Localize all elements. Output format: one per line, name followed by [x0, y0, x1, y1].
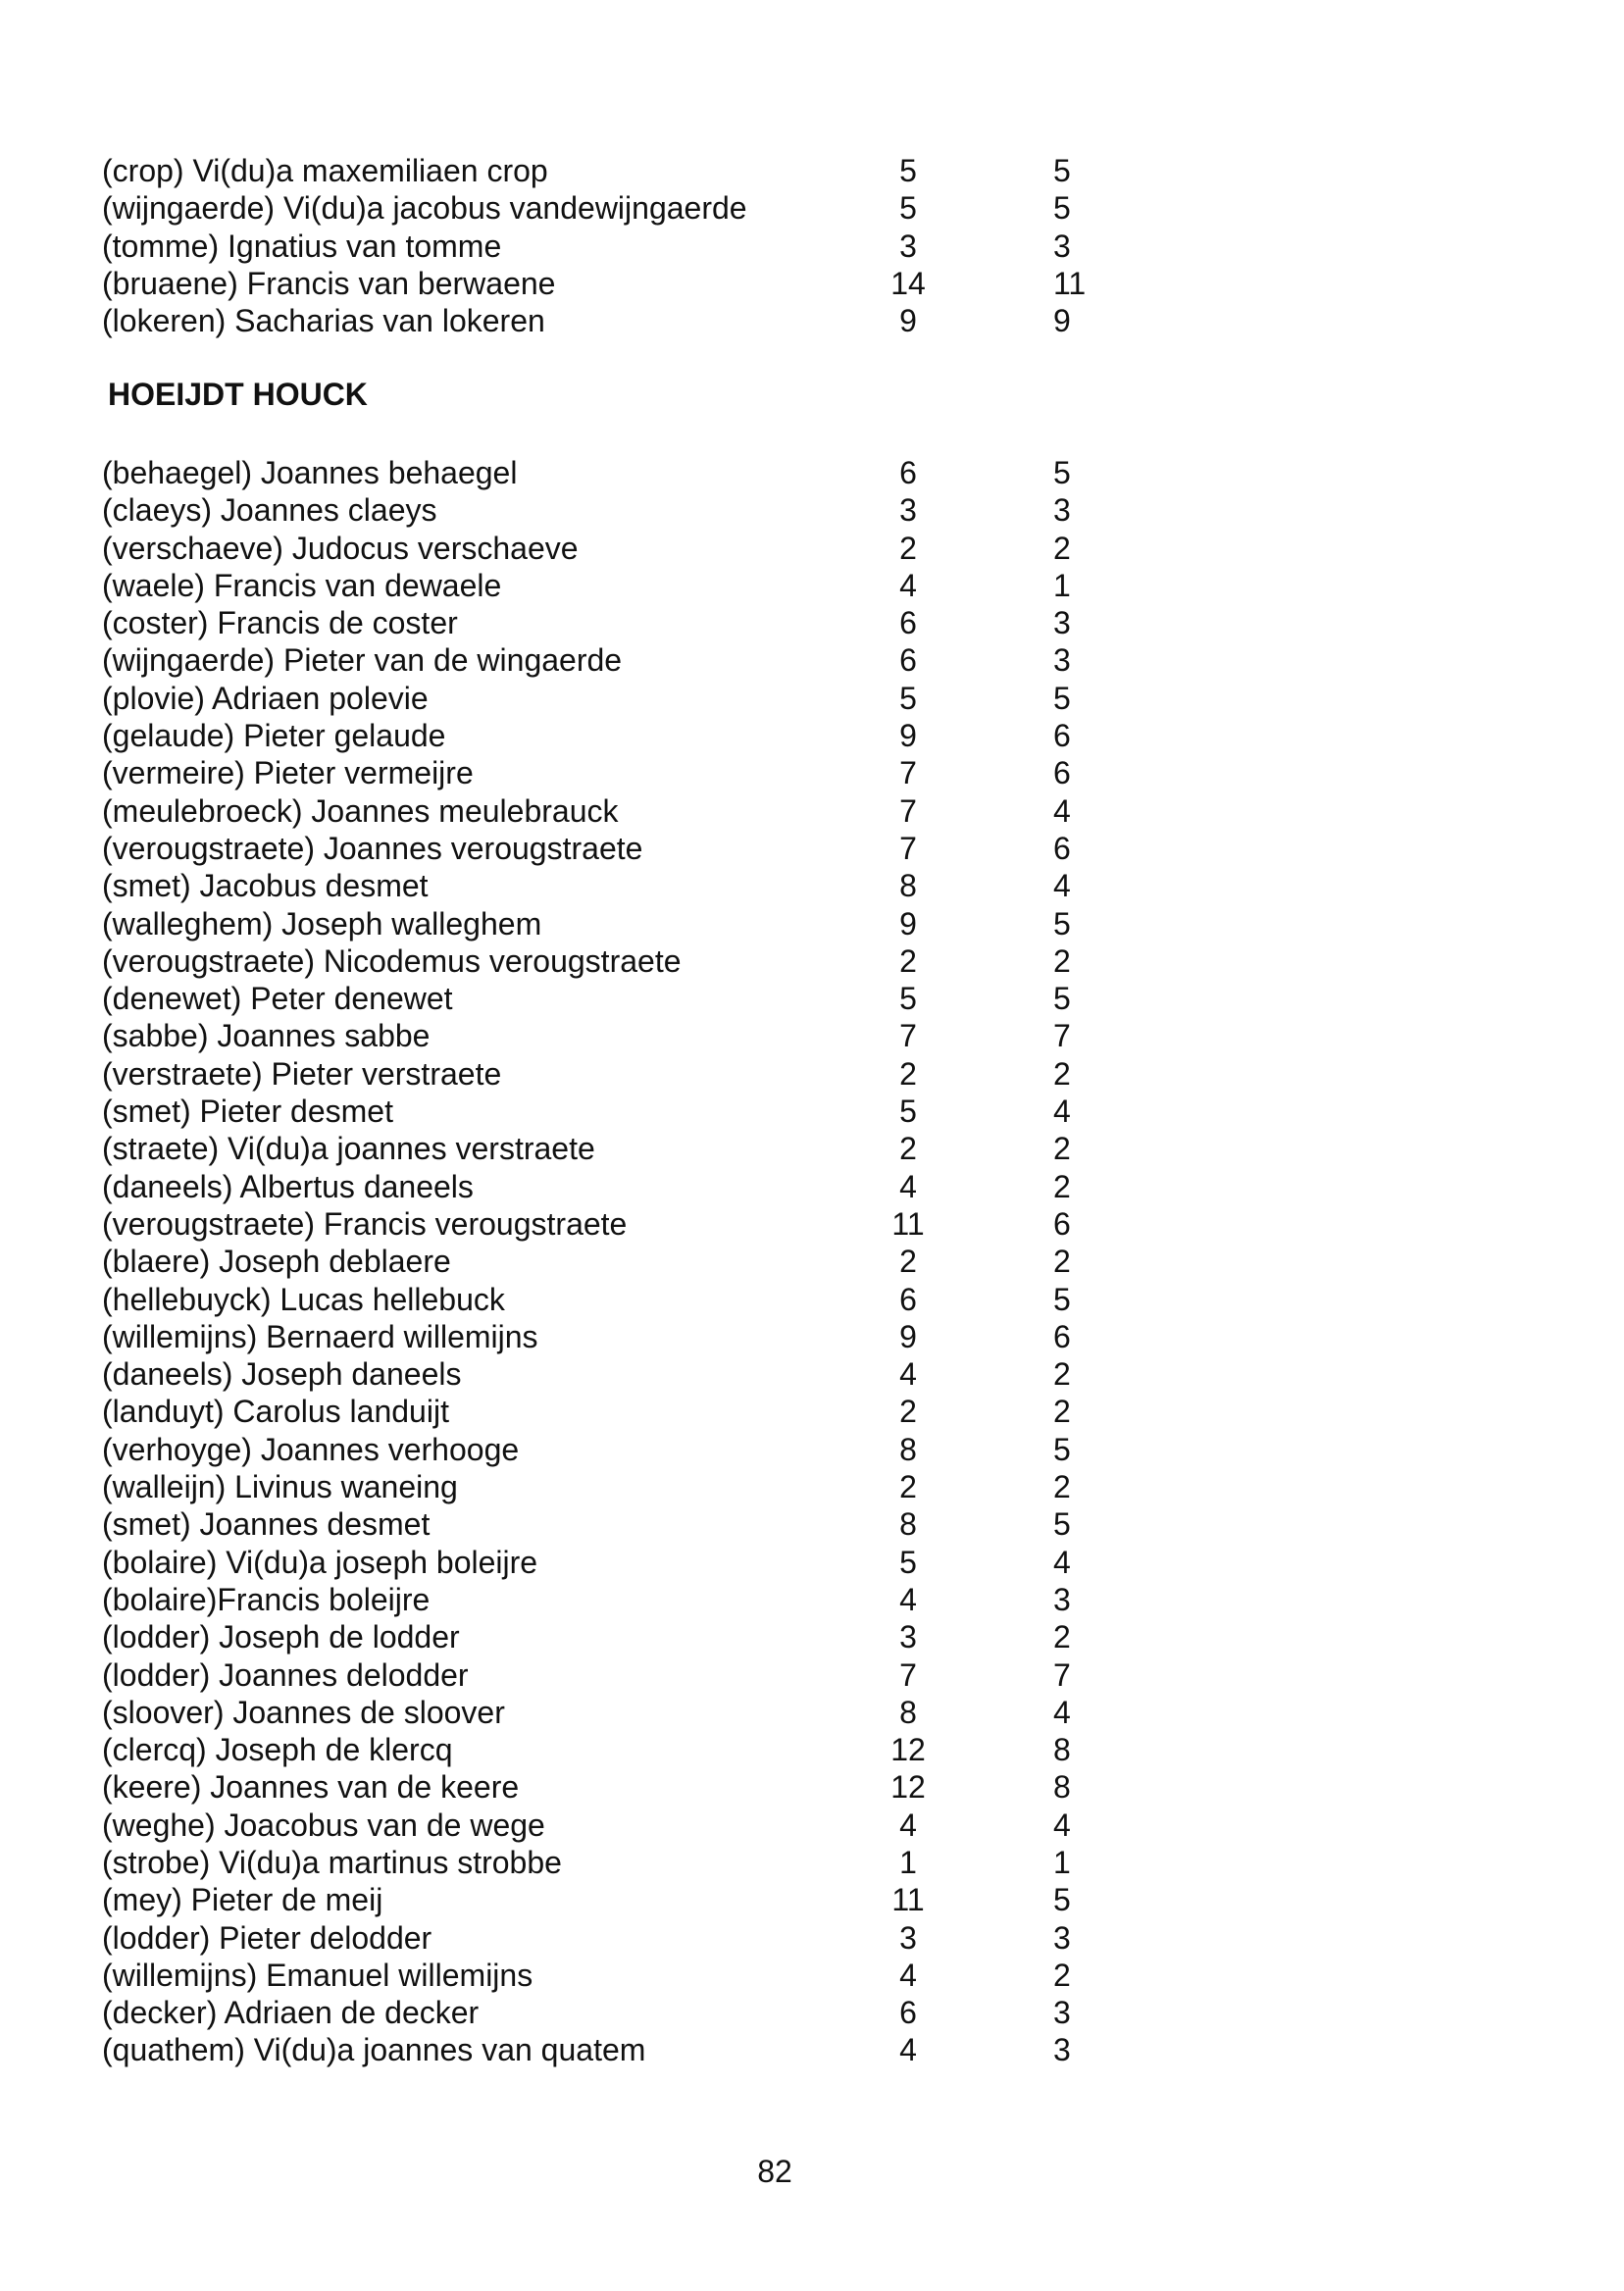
entry-count-1: 2	[899, 1131, 917, 1167]
entry-count-1: 5	[899, 190, 917, 227]
entry-count-2: 3	[1053, 1995, 1071, 2031]
entry-count-2: 6	[1053, 755, 1071, 791]
entry-count-2: 2	[1053, 530, 1071, 566]
entry-row	[102, 1093, 1083, 1130]
entry-count-2: 5	[1053, 455, 1071, 490]
entry-count-2: 3	[1053, 228, 1071, 264]
entry-row	[102, 1355, 1083, 1393]
entry-name: (meulebroeck) Joannes meulebrauck	[102, 792, 619, 829]
entry-count-2: 5	[1053, 680, 1071, 716]
entry-count-1: 3	[899, 1619, 917, 1655]
entry-name: (waele) Francis van dewaele	[102, 567, 502, 603]
entry-row	[102, 1017, 1083, 1054]
entry-count-1: 4	[899, 567, 917, 603]
entry-count-2: 4	[1053, 1694, 1071, 1730]
entry-name: (verstraete) Pieter verstraete	[102, 1055, 502, 1092]
entry-count-1: 2	[899, 1055, 917, 1092]
entry-name: (willemijns) Bernaerd willemijns	[102, 1318, 538, 1354]
entry-count-1: 4	[899, 1807, 917, 1843]
entry-row	[102, 1768, 1083, 1806]
entry-count-2: 5	[1053, 190, 1071, 227]
entry-row	[102, 680, 1083, 717]
entry-count-1: 9	[899, 303, 917, 339]
entry-row	[102, 2031, 1083, 2068]
entry-row	[102, 265, 1087, 302]
entry-name: (bolaire)Francis boleijre	[102, 1581, 431, 1617]
entry-count-2: 7	[1053, 1018, 1071, 1054]
entry-name: (sloover) Joannes de sloover	[102, 1694, 505, 1730]
entry-name: (bolaire) Vi(du)a joseph boleijre	[102, 1544, 538, 1580]
entry-row	[102, 1919, 1083, 1957]
entry-count-1: 7	[899, 792, 917, 829]
entry-name: (lokeren) Sacharias van lokeren	[102, 303, 545, 339]
entry-count-1: 12	[890, 1732, 926, 1768]
section-heading: HOEIJDT HOUCK	[108, 377, 368, 412]
entry-count-1: 8	[899, 1431, 917, 1467]
entry-count-2: 2	[1053, 942, 1071, 979]
entry-row	[102, 1807, 1083, 1844]
entry-count-2: 2	[1053, 1356, 1071, 1393]
entry-count-2: 9	[1053, 303, 1071, 339]
entry-row	[102, 1168, 1083, 1205]
entry-count-2: 3	[1053, 2032, 1071, 2068]
entry-row	[102, 1243, 1083, 1280]
entry-count-2: 2	[1053, 1469, 1071, 1505]
entry-count-1: 6	[899, 1995, 917, 2031]
top-entry-list	[102, 152, 1087, 339]
entry-name: (walleijn) Livinus waneing	[102, 1469, 458, 1505]
entry-name: (quathem) Vi(du)a joannes van quatem	[102, 2032, 646, 2068]
entry-name: (lodder) Pieter delodder	[102, 1919, 432, 1956]
entry-count-1: 6	[899, 455, 917, 490]
entry-name: (vermeire) Pieter vermeijre	[102, 755, 474, 791]
entry-row	[102, 1881, 1083, 1918]
entry-count-1: 2	[899, 1469, 917, 1505]
entry-count-2: 3	[1053, 1581, 1071, 1617]
entry-count-1: 6	[899, 1281, 917, 1317]
entry-name: (smet) Jacobus desmet	[102, 868, 429, 904]
entry-name: (walleghem) Joseph walleghem	[102, 905, 542, 942]
entry-count-2: 8	[1053, 1769, 1071, 1806]
entry-count-1: 2	[899, 942, 917, 979]
entry-count-2: 2	[1053, 1957, 1071, 1993]
entry-row	[102, 1618, 1083, 1655]
entry-count-2: 4	[1053, 792, 1071, 829]
entry-name: (verougstraete) Joannes verougstraete	[102, 830, 643, 866]
entry-row	[102, 1844, 1083, 1881]
entry-name: (willemijns) Emanuel willemijns	[102, 1957, 533, 1993]
entry-name: (strobe) Vi(du)a martinus strobbe	[102, 1844, 562, 1880]
entry-name: (hellebuyck) Lucas hellebuck	[102, 1281, 505, 1317]
entry-count-1: 4	[899, 1168, 917, 1204]
entry-row	[102, 717, 1083, 754]
entry-name: (mey) Pieter de meij	[102, 1882, 383, 1918]
entry-count-2: 2	[1053, 1244, 1071, 1280]
entry-row	[102, 1694, 1083, 1731]
entry-name: (wijngaerde) Vi(du)a jacobus vandewijngaerde	[102, 190, 747, 227]
entry-count-1: 9	[899, 1318, 917, 1354]
entry-row	[102, 1281, 1083, 1318]
entry-name: (denewet) Peter denewet	[102, 981, 453, 1017]
entry-name: (straete) Vi(du)a joannes verstraete	[102, 1131, 595, 1167]
entry-count-2: 2	[1053, 1394, 1071, 1430]
entry-count-2: 4	[1053, 1094, 1071, 1130]
entry-row	[102, 980, 1083, 1017]
entry-count-1: 14	[890, 265, 926, 301]
entry-row	[102, 228, 1083, 265]
entry-count-2: 2	[1053, 1619, 1071, 1655]
entry-count-1: 4	[899, 1356, 917, 1393]
entry-count-2: 8	[1053, 1732, 1071, 1768]
entry-name: (sabbe) Joannes sabbe	[102, 1018, 431, 1054]
entry-row	[102, 491, 1083, 529]
entry-count-1: 4	[899, 2032, 917, 2068]
entry-name: (verschaeve) Judocus verschaeve	[102, 530, 579, 566]
entry-count-1: 8	[899, 1694, 917, 1730]
entry-name: (verougstraete) Nicodemus verougstraete	[102, 942, 682, 979]
entry-name: (daneels) Joseph daneels	[102, 1356, 462, 1393]
entry-count-1: 2	[899, 1394, 917, 1430]
entry-row	[102, 604, 1083, 641]
entry-count-1: 4	[899, 1957, 917, 1993]
entry-name: (wijngaerde) Pieter van de wingaerde	[102, 642, 623, 679]
entry-row	[102, 1431, 1083, 1468]
entry-name: (weghe) Joacobus van de wege	[102, 1807, 545, 1843]
entry-row	[102, 567, 1083, 604]
entry-row	[102, 1468, 1083, 1505]
entry-count-1: 5	[899, 153, 917, 188]
entry-count-2: 5	[1053, 1882, 1071, 1918]
entry-name: (clercq) Joseph de klercq	[102, 1732, 453, 1768]
entry-count-2: 3	[1053, 492, 1071, 529]
entry-count-1: 11	[891, 1882, 925, 1918]
entry-count-2: 6	[1053, 718, 1071, 754]
entry-row	[102, 1957, 1083, 1994]
entry-count-1: 9	[899, 718, 917, 754]
entry-count-1: 3	[899, 492, 917, 529]
entry-count-1: 2	[899, 1244, 917, 1280]
entry-name: (lodder) Joseph de lodder	[102, 1619, 460, 1655]
entry-count-1: 6	[899, 642, 917, 679]
entry-count-2: 5	[1053, 1506, 1071, 1543]
entry-count-2: 7	[1053, 1656, 1071, 1693]
entry-count-1: 1	[899, 1844, 917, 1880]
entry-count-1: 7	[899, 830, 917, 866]
entry-count-1: 5	[899, 981, 917, 1017]
entry-count-1: 5	[899, 1094, 917, 1130]
entry-row	[102, 754, 1083, 791]
entry-count-2: 1	[1053, 1844, 1071, 1880]
entry-name: (smet) Joannes desmet	[102, 1506, 431, 1543]
entry-name: (keere) Joannes van de keere	[102, 1769, 520, 1806]
entry-row	[102, 1731, 1083, 1768]
entry-count-2: 5	[1053, 1431, 1071, 1467]
entry-count-1: 3	[899, 228, 917, 264]
entry-name: (daneels) Albertus daneels	[102, 1168, 474, 1204]
entry-row	[102, 1205, 1083, 1243]
entry-count-1: 3	[899, 1919, 917, 1956]
entry-name: (lodder) Joannes delodder	[102, 1656, 469, 1693]
entry-name: (plovie) Adriaen polevie	[102, 680, 429, 716]
entry-count-1: 8	[899, 868, 917, 904]
entry-count-2: 1	[1053, 567, 1071, 603]
entry-count-1: 8	[899, 1506, 917, 1543]
entry-count-1: 7	[899, 755, 917, 791]
entry-count-2: 2	[1053, 1131, 1071, 1167]
entry-row	[102, 1318, 1083, 1355]
entry-name: (landuyt) Carolus landuijt	[102, 1394, 449, 1430]
entry-count-1: 5	[899, 1544, 917, 1580]
entry-row	[102, 905, 1083, 942]
entry-count-2: 5	[1053, 153, 1071, 188]
entry-row	[102, 1130, 1083, 1167]
entry-row	[102, 1994, 1083, 2031]
entry-name: (verhoyge) Joannes verhooge	[102, 1431, 520, 1467]
entry-row	[102, 1581, 1083, 1618]
entry-name: (coster) Francis de coster	[102, 605, 458, 641]
entry-row	[102, 302, 1083, 339]
entry-name: (claeys) Joannes claeys	[102, 492, 437, 529]
entry-row	[102, 942, 1083, 980]
entry-name: (decker) Adriaen de decker	[102, 1995, 480, 2031]
entry-count-2: 3	[1053, 642, 1071, 679]
entry-count-2: 4	[1053, 1807, 1071, 1843]
entry-row	[102, 867, 1083, 904]
entry-row	[102, 830, 1083, 867]
entry-count-1: 9	[899, 905, 917, 942]
entry-name: (crop) Vi(du)a maxemiliaen crop	[102, 153, 548, 188]
entry-count-1: 5	[899, 680, 917, 716]
entry-count-2: 5	[1053, 905, 1071, 942]
entry-count-1: 2	[899, 530, 917, 566]
entry-count-1: 6	[899, 605, 917, 641]
entry-row	[102, 1544, 1083, 1581]
entry-count-2: 3	[1053, 605, 1071, 641]
entry-count-2: 6	[1053, 830, 1071, 866]
entry-count-2: 2	[1053, 1168, 1071, 1204]
entry-row	[102, 641, 1083, 679]
entry-count-1: 12	[890, 1769, 926, 1806]
entry-row	[102, 1505, 1083, 1543]
entry-row	[102, 1393, 1083, 1430]
entry-name: (tomme) Ignatius van tomme	[102, 228, 502, 264]
entry-name: (verougstraete) Francis verougstraete	[102, 1205, 628, 1242]
entry-row	[102, 152, 1083, 189]
entry-row	[102, 189, 1083, 227]
entry-row	[102, 1055, 1083, 1093]
entry-count-1: 7	[899, 1018, 917, 1054]
entry-count-1: 11	[891, 1205, 925, 1242]
entry-name: (smet) Pieter desmet	[102, 1094, 393, 1130]
entry-name: (gelaude) Pieter gelaude	[102, 718, 446, 754]
entry-count-2: 2	[1053, 1055, 1071, 1092]
entry-list	[102, 454, 1083, 2069]
entry-row	[102, 530, 1083, 567]
entry-row	[102, 792, 1083, 830]
entry-count-2: 4	[1053, 868, 1071, 904]
entry-count-2: 5	[1053, 981, 1071, 1017]
entry-count-1: 4	[899, 1581, 917, 1617]
entry-name: (behaegel) Joannes behaegel	[102, 455, 518, 490]
entry-count-2: 3	[1053, 1919, 1071, 1956]
entry-row	[102, 1656, 1083, 1694]
entry-count-2: 11	[1053, 265, 1087, 301]
entry-row	[102, 454, 1083, 491]
entry-count-1: 7	[899, 1656, 917, 1693]
entry-count-2: 4	[1053, 1544, 1071, 1580]
entry-name: (blaere) Joseph deblaere	[102, 1244, 451, 1280]
entry-count-2: 6	[1053, 1318, 1071, 1354]
entry-count-2: 6	[1053, 1205, 1071, 1242]
entry-count-2: 5	[1053, 1281, 1071, 1317]
page-number: 82	[757, 2154, 792, 2189]
entry-name: (bruaene) Francis van berwaene	[102, 265, 556, 301]
